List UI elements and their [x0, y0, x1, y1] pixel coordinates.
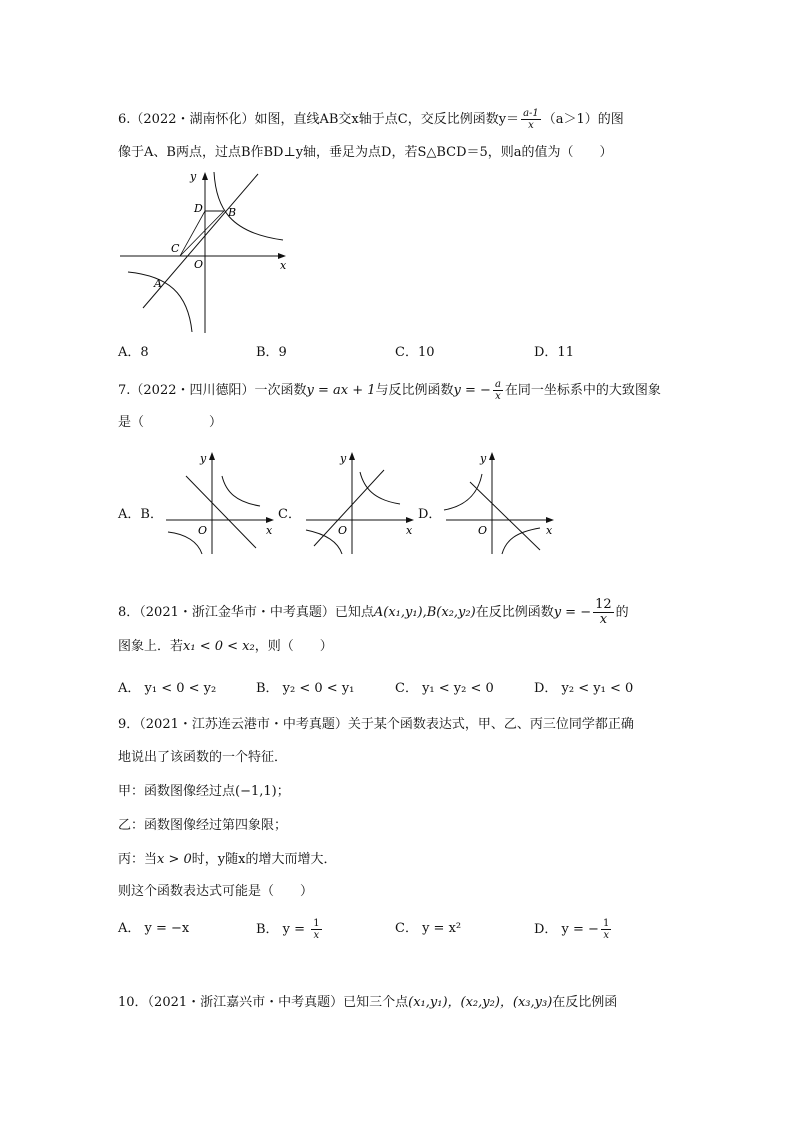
q6-label-b: B — [228, 206, 237, 219]
q6-label-y: y — [190, 170, 197, 183]
q7-line1: 7.（2022・四川德阳）一次函数y = ax + 1与反比例函数y = − $\frac{a}{x}$ 在同一坐标系中的大致图象 — [118, 379, 661, 402]
q8-line1: 8．（2021・浙江金华市・中考真题）已知点A(x₁,y₁),B(x₂,y₂)在反比例函数y = − $\frac{12}{x}$ 的 — [118, 597, 629, 627]
q6-option-b: B．9 — [256, 345, 287, 360]
q7-g2-hyp-upper — [360, 472, 400, 504]
svg-text:O: O — [338, 524, 348, 537]
q6-fraction: $\frac{a-1}{x}$ — [523, 108, 539, 131]
q9-line5: 丙：当x > 0时，y随x的增大而增大． — [118, 852, 337, 867]
q8-option-c: C． y₁ < y₂ < 0 — [395, 681, 494, 696]
q7-option-d: D． — [418, 507, 442, 522]
q7-fraction: $\frac{a}{x}$ — [494, 379, 501, 402]
q8-option-d: D． y₂ < y₁ < 0 — [534, 681, 634, 696]
q9-option-d: D． y = − $\frac{1}{x}$ — [534, 918, 610, 941]
q8-condition: x₁ < 0 < x₂ — [183, 639, 255, 654]
q6-figure — [118, 168, 293, 336]
q7-linear: y = ax + 1 — [306, 383, 376, 398]
q7-g2-hyp-lower — [306, 530, 342, 554]
q6-hyperbola-upper — [214, 172, 283, 240]
svg-text:O: O — [478, 524, 488, 537]
q7-graph-2 — [300, 448, 420, 556]
q7-line2: 是（ ） — [118, 415, 223, 430]
svg-text:O: O — [198, 524, 208, 537]
q8-line2: 图象上．若x₁ < 0 < x₂，则（ ） — [118, 639, 333, 654]
q9-line1: 9．（2021・江苏连云港市・中考真题）关于某个函数表达式，甲、乙、丙三位同学都正确 — [118, 717, 634, 732]
svg-text:y: y — [340, 452, 347, 465]
q8-points: A(x₁,y₁),B(x₂,y₂) — [373, 605, 476, 620]
q8-option-b: B． y₂ < 0 < y₁ — [256, 681, 355, 696]
svg-text:y: y — [480, 452, 487, 465]
svg-text:y: y — [200, 452, 207, 465]
q6-label-d: D — [194, 202, 203, 215]
q7-graph-3 — [440, 448, 560, 556]
q6-text-b: （a＞1）的图 — [542, 112, 624, 127]
q6-option-c: C．10 — [395, 345, 435, 360]
q9-line2: 地说出了该函数的一个特征． — [118, 750, 288, 765]
svg-text:x: x — [266, 524, 273, 537]
q9-option-c: C． y = x² — [395, 921, 462, 936]
q7-graph-1 — [160, 448, 280, 556]
q9-line6: 则这个函数表达式可能是（ ） — [118, 884, 314, 899]
q9-option-a: A． y = −x — [118, 921, 190, 936]
q6-segment-dc — [180, 211, 205, 256]
q9-line4: 乙：函数图像经过第四象限； — [118, 818, 288, 833]
q9-option-b: B． y = $\frac{1}{x}$ — [256, 918, 320, 941]
q7-g1-hyp-lower — [168, 532, 202, 554]
q7-g1-hyp-upper — [222, 476, 260, 506]
q6-y-arrow — [202, 172, 208, 180]
q10-line1: 10．（2021・浙江嘉兴市・中考真题）已知三个点(x₁,y₁)，(x₂,y₂)，(x₃,y₃)在反比例函 — [118, 995, 618, 1010]
q6-label-a: A — [154, 277, 162, 290]
q6-text-a: 6.（2022・湖南怀化）如图，直线AB交x轴于点C，交反比例函数y＝ — [118, 112, 520, 127]
q6-label-c: C — [171, 242, 180, 255]
q9-line3: 甲：函数图像经过点(−1,1)； — [118, 784, 290, 799]
q10-points: (x₁,y₁)，(x₂,y₂)，(x₃,y₃) — [408, 995, 553, 1010]
q7-g1-line — [186, 476, 256, 548]
q6-line2: 像于A、B两点，过点B作BD⊥y轴，垂足为点D，若S△BCD＝5，则a的值为（ ） — [118, 145, 613, 160]
q8-fraction: $\frac{12}{x}$ — [595, 597, 612, 627]
q7-option-c: C． — [278, 507, 301, 522]
svg-text:x: x — [406, 524, 413, 537]
q8-option-a: A． y₁ < 0 < y₂ — [118, 681, 217, 696]
q7-g3-line — [470, 482, 540, 550]
q6-label-o: O — [194, 258, 204, 271]
q6-segment-bc — [180, 211, 224, 256]
q7-g2-line — [314, 470, 384, 546]
svg-text:x: x — [546, 524, 553, 537]
q6-label-x: x — [280, 259, 287, 272]
q7-g3-hyp-upper-left — [444, 474, 482, 510]
q6-option-d: D．11 — [534, 345, 574, 360]
q6-line1 — [118, 108, 624, 131]
q7-options-ab: A．B． — [118, 507, 163, 522]
q6-option-a: A．8 — [118, 345, 149, 360]
